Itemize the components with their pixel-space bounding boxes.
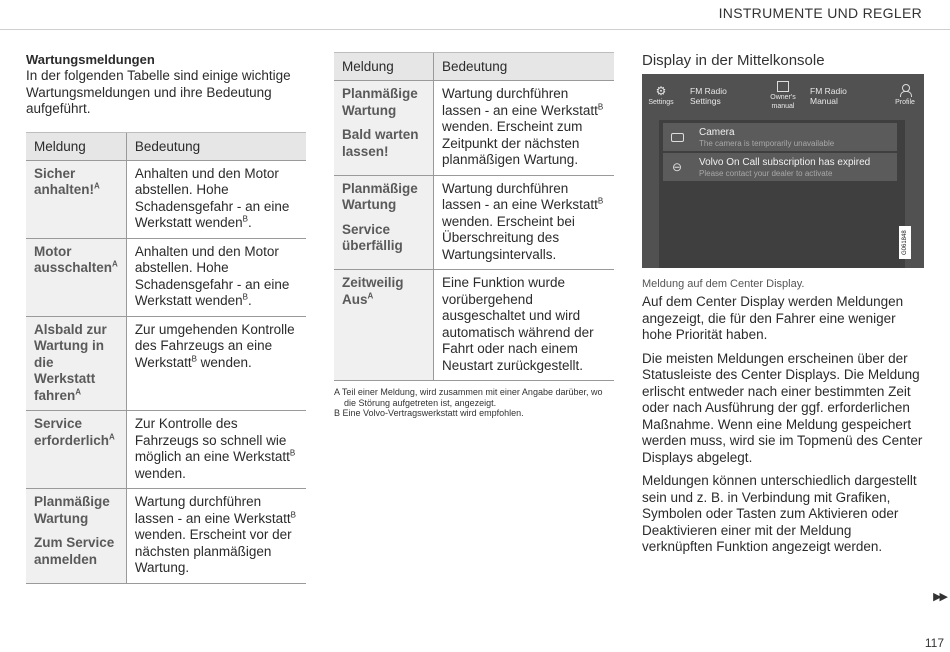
table-row (26, 411, 306, 489)
table-row (26, 316, 306, 411)
column-right (642, 50, 924, 563)
messages-table-right (334, 52, 614, 381)
table-row (26, 489, 306, 584)
notification-panel (659, 120, 905, 268)
person-icon (900, 84, 910, 96)
table-row (334, 270, 614, 381)
message-cell: Service erforderlich$^A$ (26, 411, 126, 489)
notification-camera: Camera The camera is temporarily unavailable (663, 123, 897, 151)
message-cell: Planmäßige Wartung Service überfällig (334, 175, 434, 270)
connection-icon: ⊖ (671, 160, 683, 174)
meaning-cell: Wartung durchführen lassen - an eine Werkstatt$^B$ wenden. Erscheint vor der nächsten planmäßigen Wartung. (126, 489, 306, 584)
meaning-cell: Wartung durchführen lassen - an eine Werkstatt$^B$ wenden. Erscheint zum Zeitpunkt der nächsten planmäßigen Wartung. (434, 81, 615, 176)
table-row (26, 238, 306, 316)
message-cell: Alsbald zur Wartung in die Werkstatt fahren$^A$ (26, 316, 126, 411)
table-header-row (334, 53, 614, 81)
column-header-message: Meldung (26, 132, 126, 160)
header-divider (0, 29, 950, 30)
notification-voc: ⊖ Volvo On Call subscription has expired Please contact your dealer to activate (663, 153, 897, 181)
meaning-cell: Eine Funktion wurde vorübergehend ausgeschaltet und wird automatisch während der Fahrt oder nach einem Neustart zurückgestellt. (434, 270, 615, 381)
continue-arrows-icon: ▶▶ (933, 591, 946, 603)
fm-radio-settings-tile: FM Radio Settings (690, 86, 727, 106)
body-paragraph: Auf dem Center Display werden Meldungen angezeigt, die für den Fahrer eine weniger hohe Priorität haben. (642, 294, 904, 342)
display-section-title: Display in der Mittelkonsole (642, 52, 825, 69)
fm-radio-manual-tile: FM Radio Manual (810, 86, 847, 106)
message-cell: Planmäßige Wartung Zum Service anmelden (26, 489, 126, 584)
message-cell: Sicher anhalten!$^A$ (26, 160, 126, 238)
footnotes (334, 387, 614, 419)
messages-table-left (26, 132, 306, 584)
column-header-meaning: Bedeutung (126, 132, 306, 160)
image-id-stamp: G061848 (899, 226, 911, 259)
settings-tile: ⚙ Settings (648, 84, 674, 106)
table-row (334, 81, 614, 176)
column-left (26, 52, 306, 584)
image-caption: Meldung auf dem Center Display. (642, 278, 805, 290)
meaning-cell: Anhalten und den Motor abstellen. Hohe Schadensgefahr - an eine Werkstatt wenden$^B$. (126, 238, 306, 316)
intro-text: In der folgenden Tabelle sind einige wichtige Wartungsmeldungen und ihre Bedeutung aufgeführt. (26, 68, 291, 116)
profile-tile: Profile (891, 84, 919, 108)
table-row (334, 175, 614, 270)
meaning-cell: Zur umgehenden Kontrolle des Fahrzeugs an eine Werkstatt$^B$ wenden. (126, 316, 306, 411)
message-cell: Motor ausschalten$^A$ (26, 238, 126, 316)
body-paragraph: Die meisten Meldungen erscheinen über der Statusleiste des Center Displays. Die Meldung erlischt entweder nach einer bestimmten Zeit oder nach Ausführung der ggf. erforderlichen Maßnahme. Wenn eine Meldung gespeichert werden muss, wird sie im Topmenü des Center Displays abgelegt. (642, 350, 923, 465)
column-middle (334, 52, 614, 419)
meaning-cell: Zur Kontrolle des Fahrzeugs so schnell wie möglich an eine Werkstatt$^B$ wenden. (126, 411, 306, 489)
display-top-bar (642, 74, 924, 120)
center-display-image (642, 74, 924, 268)
column-header-meaning: Bedeutung (434, 53, 615, 81)
message-cell: Zeitweilig Aus$^A$ (334, 270, 434, 381)
page-number: 117 (924, 636, 944, 650)
meaning-cell: Anhalten und den Motor abstellen. Hohe Schadensgefahr - an eine Werkstatt wenden$^B$. (126, 160, 306, 238)
footnote: A Teil einer Meldung, wird zusammen mit einer Angabe darüber, wo die Störung aufgetreten ist, angezeigt. (334, 387, 603, 408)
table-row (26, 160, 306, 238)
gear-icon: ⚙ (655, 84, 667, 98)
camera-icon (669, 129, 685, 145)
body-paragraph: Meldungen können unterschiedlich dargestellt sein und z. B. in Verbindung mit Grafiken, Symbolen oder Tasten zum Aktivieren oder Deaktivieren einer mit der Meldung verknüpften Funktion angezeigt werden. (642, 473, 917, 554)
footnote: B Eine Volvo-Vertragswerkstatt wird empfohlen. (334, 408, 524, 418)
table-header-row (26, 132, 306, 160)
chapter-header: INSTRUMENTE UND REGLER (718, 5, 922, 21)
owners-manual-tile: Owner's manual (766, 81, 800, 111)
meaning-cell: Wartung durchführen lassen - an eine Werkstatt$^B$ wenden. Erscheint bei Überschreitung des Wartungsintervalls. (434, 175, 615, 270)
book-icon (777, 81, 789, 92)
section-title: Wartungsmeldungen (26, 52, 155, 67)
message-cell: Planmäßige Wartung Bald warten lassen! (334, 81, 434, 176)
column-header-message: Meldung (334, 53, 434, 81)
